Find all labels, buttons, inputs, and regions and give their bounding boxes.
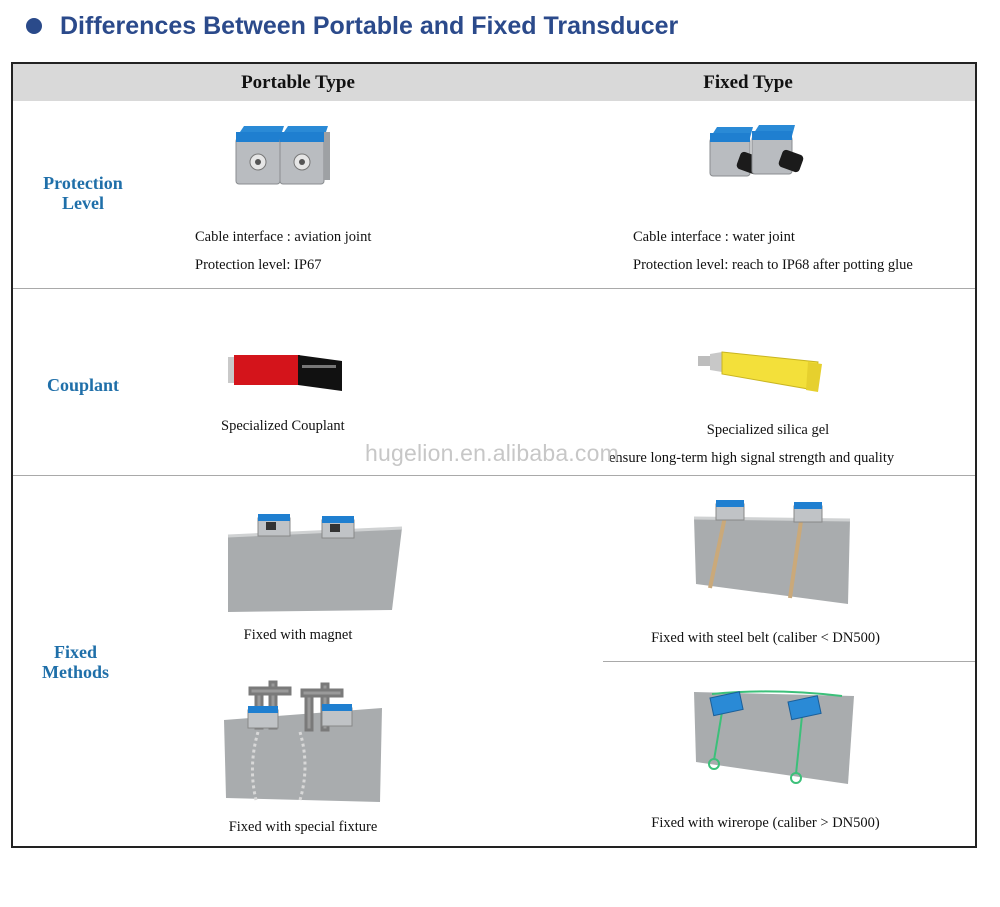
steel-belt-mount-image	[690, 498, 855, 606]
steel-belt-caption: Fixed with steel belt (caliber < DN500)	[651, 630, 880, 646]
silica-gel-tube-image	[698, 350, 824, 394]
watermark-text: hugelion.en.alibaba.com	[365, 440, 619, 466]
magnet-mount-image	[206, 508, 416, 620]
portable-couplant-caption: Specialized Couplant	[221, 418, 345, 434]
bullet-icon	[26, 18, 42, 34]
page-heading	[26, 8, 678, 44]
portable-transducer-image	[234, 122, 334, 192]
fixed-transducer-image	[708, 124, 812, 184]
fixture-mount-image	[222, 680, 384, 805]
fixed-couplant-caption-detail: ensure long-term high signal strength and quality	[609, 450, 895, 466]
wirerope-mount-image	[692, 686, 857, 786]
row-label-couplant: Couplant	[46, 375, 120, 395]
page-title: Differences Between Portable and Fixed Transducer	[60, 11, 679, 40]
fixed-cable-caption: Cable interface : water joint	[633, 229, 795, 245]
row-divider	[13, 475, 975, 476]
row-label-methods: Fixed Methods	[42, 642, 109, 682]
couplant-tube-image	[228, 353, 346, 393]
fixture-caption: Fixed with special fixture	[228, 819, 378, 835]
wirerope-caption: Fixed with wirerope (caliber > DN500)	[651, 815, 880, 831]
row-divider	[603, 661, 975, 662]
fixed-protection-caption: Protection level: reach to IP68 after potting glue	[633, 257, 913, 273]
portable-cable-caption: Cable interface : aviation joint	[195, 229, 372, 245]
row-label-protection: Protection Level	[43, 173, 123, 213]
row-divider	[13, 288, 975, 289]
header-fixed: Fixed Type	[703, 72, 793, 93]
fixed-couplant-caption: Specialized silica gel	[706, 422, 830, 438]
header-portable: Portable Type	[241, 72, 355, 93]
table-header	[13, 64, 975, 101]
portable-protection-caption: Protection level: IP67	[195, 257, 322, 273]
magnet-caption: Fixed with magnet	[243, 627, 353, 643]
